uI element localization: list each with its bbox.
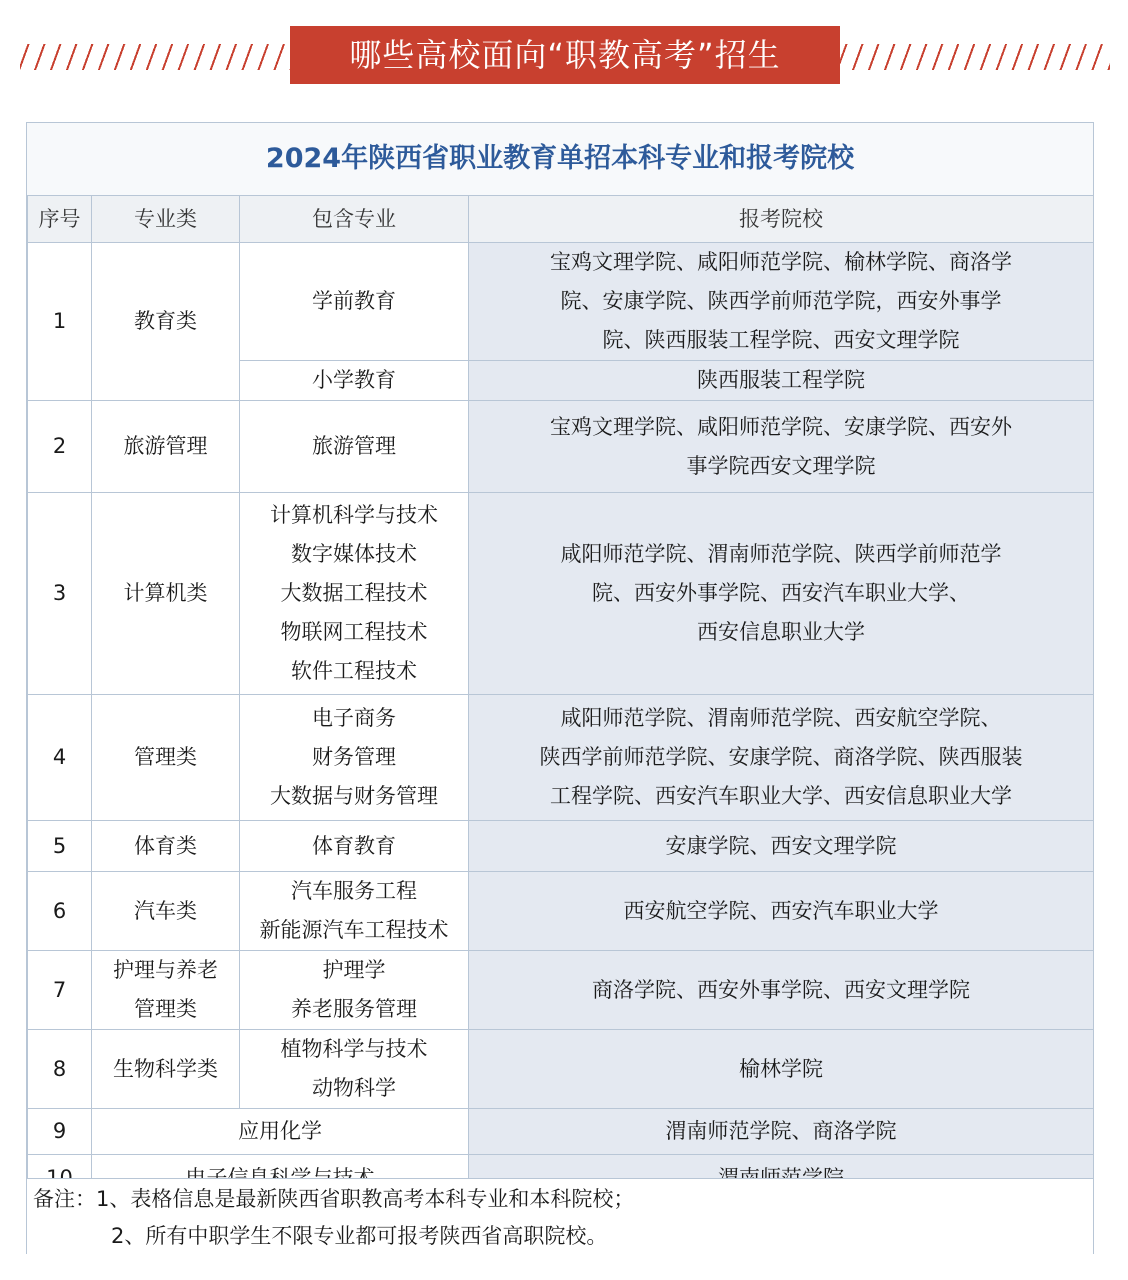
- school-line: 咸阳师范学院、渭南师范学院、陕西学前师范学: [560, 542, 1002, 566]
- table-row: [28, 493, 1094, 695]
- school-line: 商洛学院、西安外事学院、西安文理学院: [592, 977, 970, 1002]
- row-no: 6: [28, 872, 92, 951]
- school-line: 西安航空学院、西安汽车职业大学: [623, 898, 939, 923]
- decorative-stripes-right: [838, 44, 1110, 70]
- major-item: 护理学: [322, 958, 386, 982]
- row-category: 生物科学类: [92, 1030, 240, 1109]
- row-majors: [240, 695, 469, 821]
- admissions-table-container: [26, 122, 1094, 1254]
- major-item: 学前教育: [312, 289, 396, 313]
- header-schools: 报考院校: [469, 196, 1094, 243]
- row-category: 汽车类: [92, 872, 240, 951]
- row-schools: [469, 243, 1094, 361]
- row-majors: [240, 1030, 469, 1109]
- table-header-row: [28, 196, 1094, 243]
- row-no: 3: [28, 493, 92, 695]
- row-category: 旅游管理: [92, 401, 240, 493]
- row-category: 计算机类: [92, 493, 240, 695]
- notes-section: [27, 1178, 1093, 1255]
- row-category: [92, 951, 240, 1030]
- table-row: [28, 695, 1094, 821]
- row-schools: [469, 1030, 1094, 1109]
- table-row: [28, 243, 1094, 361]
- school-line: 咸阳师范学院、渭南师范学院、西安航空学院、: [560, 706, 1002, 730]
- major-item: 养老服务管理: [291, 997, 417, 1021]
- major-item: 电子商务: [312, 706, 396, 730]
- major-item: 财务管理: [312, 745, 396, 769]
- major-item: 软件工程技术: [291, 659, 417, 683]
- row-majors: [240, 493, 469, 695]
- major-item: 体育教育: [312, 833, 396, 858]
- header-no: 序号: [28, 196, 92, 243]
- row-schools: [469, 493, 1094, 695]
- row-majors: [240, 951, 469, 1030]
- row-majors: [240, 872, 469, 951]
- row-no: 8: [28, 1030, 92, 1109]
- school-line: 陕西服装工程学院: [697, 368, 865, 392]
- row-schools: [469, 361, 1094, 401]
- row-majors: [240, 821, 469, 872]
- school-line: 陕西学前师范学院、安康学院、商洛学院、陕西服装: [539, 745, 1023, 769]
- school-line: 事学院西安文理学院: [686, 453, 876, 478]
- school-line: 院、西安外事学院、西安汽车职业大学、: [592, 581, 970, 605]
- note-line-1: 备注：1、表格信息是最新陕西省职教高考本科专业和本科院校；: [33, 1187, 635, 1211]
- note-line-2: 2、所有中职学生不限专业都可报考陕西省高职院校。: [111, 1224, 608, 1248]
- row-category: 管理类: [92, 695, 240, 821]
- major-item: 旅游管理: [312, 434, 396, 458]
- school-line: 院、安康学院、陕西学前师范学院，西安外事学: [560, 289, 1002, 313]
- school-line: 渭南师范学院、商洛学院: [665, 1119, 897, 1143]
- row-schools: [469, 872, 1094, 951]
- school-line: 院、陕西服装工程学院、西安文理学院: [602, 328, 960, 352]
- row-schools: [469, 951, 1094, 1030]
- school-line: 西安信息职业大学: [697, 620, 865, 644]
- table-row: [28, 1030, 1094, 1109]
- row-no: 5: [28, 821, 92, 872]
- row-category: 教育类: [92, 243, 240, 401]
- row-majors: [240, 401, 469, 493]
- admissions-table: [27, 195, 1094, 1203]
- row-schools: [469, 401, 1094, 493]
- category-line: 护理与养老: [113, 958, 218, 982]
- banner-title: 哪些高校面向“职教高考”招生: [290, 26, 840, 84]
- major-item: 新能源汽车工程技术: [259, 918, 449, 942]
- major-item: 小学教育: [312, 368, 396, 392]
- school-line: 宝鸡文理学院、咸阳师范学院、榆林学院、商洛学: [550, 250, 1012, 274]
- school-line: 安康学院、西安文理学院: [665, 833, 897, 858]
- row-no: 7: [28, 951, 92, 1030]
- table-row: [28, 401, 1094, 493]
- school-line: 宝鸡文理学院、咸阳师范学院、安康学院、西安外: [550, 414, 1012, 439]
- row-schools: [469, 821, 1094, 872]
- major-item: 汽车服务工程: [291, 879, 417, 903]
- row-schools: [469, 1109, 1094, 1155]
- row-category: 体育类: [92, 821, 240, 872]
- row-no: 2: [28, 401, 92, 493]
- major-item: 植物科学与技术: [280, 1037, 428, 1061]
- header-majors: 包含专业: [240, 196, 469, 243]
- school-line: 榆林学院: [739, 1056, 823, 1081]
- major-item: 大数据与财务管理: [270, 784, 438, 808]
- row-majors: [240, 361, 469, 401]
- major-item: 物联网工程技术: [280, 620, 428, 644]
- table-row: [28, 951, 1094, 1030]
- table-row: [28, 1109, 1094, 1155]
- major-item: 动物科学: [312, 1076, 396, 1100]
- category-line: 管理类: [134, 997, 197, 1021]
- row-majors: [240, 243, 469, 361]
- major-item: 数字媒体技术: [291, 542, 417, 566]
- major-item: 计算机科学与技术: [270, 503, 438, 527]
- row-no: 9: [28, 1109, 92, 1155]
- row-category: 应用化学: [92, 1109, 469, 1155]
- header-category: 专业类: [92, 196, 240, 243]
- row-no: 4: [28, 695, 92, 821]
- table-title: 2024年陕西省职业教育单招本科专业和报考院校: [27, 123, 1093, 196]
- decorative-stripes-left: [20, 44, 292, 70]
- school-line: 工程学院、西安汽车职业大学、西安信息职业大学: [550, 784, 1012, 808]
- row-no: 1: [28, 243, 92, 401]
- table-row: [28, 821, 1094, 872]
- table-row: [28, 872, 1094, 951]
- row-schools: [469, 695, 1094, 821]
- major-item: 大数据工程技术: [280, 581, 428, 605]
